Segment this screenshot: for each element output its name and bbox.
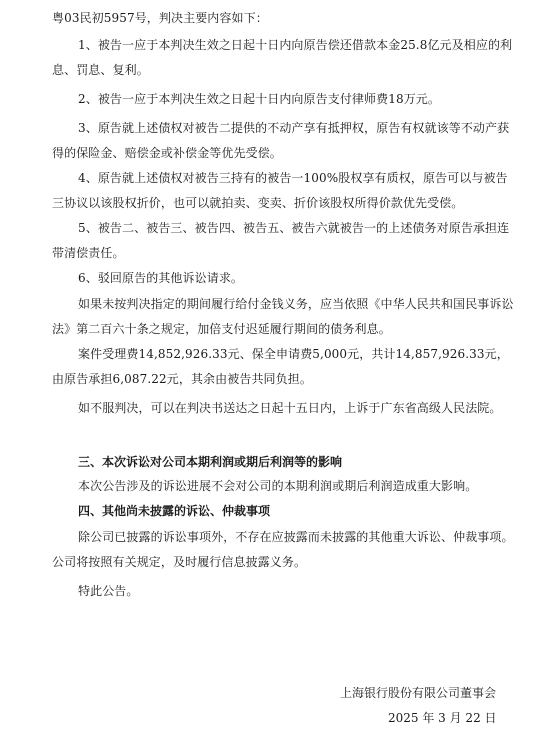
late-payment-clause: 如果未按判决指定的期间履行给付金钱义务，应当依照《中华人民共和国民事诉讼法》第二百六十条之规定，加倍支付迟延履行期间的债务利息。 [52,297,514,336]
ruling-item-1: 1、被告一应于本判决生效之日起十日内向原告偿还借款本金25.8亿元及相应的利息、罚息、复利。 [52,38,513,77]
ruling-item-4: 4、原告就上述债权对被告三持有的被告一100%股权享有质权，原告可以与被告三协议以该股权折价，也可以就拍卖、变卖、折价该股权所得价款优先受偿。 [52,171,508,210]
section-3-body: 本次公告涉及的诉讼进展不会对公司的本期利润或期后利润造成重大影响。 [78,479,478,493]
section-4-heading: 四、其他尚未披露的诉讼、仲裁事项 [78,504,271,518]
section-3-heading: 三、本次诉讼对公司本期利润或期后利润等的影响 [78,455,343,469]
case-number-line: 粤03民初5957号，判决主要内容如下： [52,11,268,25]
court-fees-paragraph: 案件受理费14,852,926.33元、保全申请费5,000元，共计14,857,926.33元，由原告承担6,087.22元，其余由被告共同负担。 [52,347,509,386]
ruling-item-2: 2、被告一应于本判决生效之日起十日内向原告支付律师费18万元。 [78,92,441,106]
signature-company: 上海银行股份有限公司董事会 [340,686,497,700]
signature-date: 2025 年 3 月 22 日 [388,711,497,725]
closing-line: 特此公告。 [78,584,139,598]
appeal-paragraph: 如不服判决，可以在判决书送达之日起十五日内，上诉于广东省高级人民法院。 [78,401,502,415]
ruling-item-3: 3、原告就上述债权对被告二提供的不动产享有抵押权，原告有权就该等不动产获得的保险金、赔偿金或补偿金等优先受偿。 [52,121,510,160]
ruling-item-5: 5、被告二、被告三、被告四、被告五、被告六就被告一的上述债务对原告承担连带清偿责任。 [52,221,510,260]
section-4-body: 除公司已披露的诉讼事项外，不存在应披露而未披露的其他重大诉讼、仲裁事项。公司将按照有关规定，及时履行信息披露义务。 [52,530,514,569]
ruling-item-6: 6、驳回原告的其他诉讼请求。 [78,271,244,285]
